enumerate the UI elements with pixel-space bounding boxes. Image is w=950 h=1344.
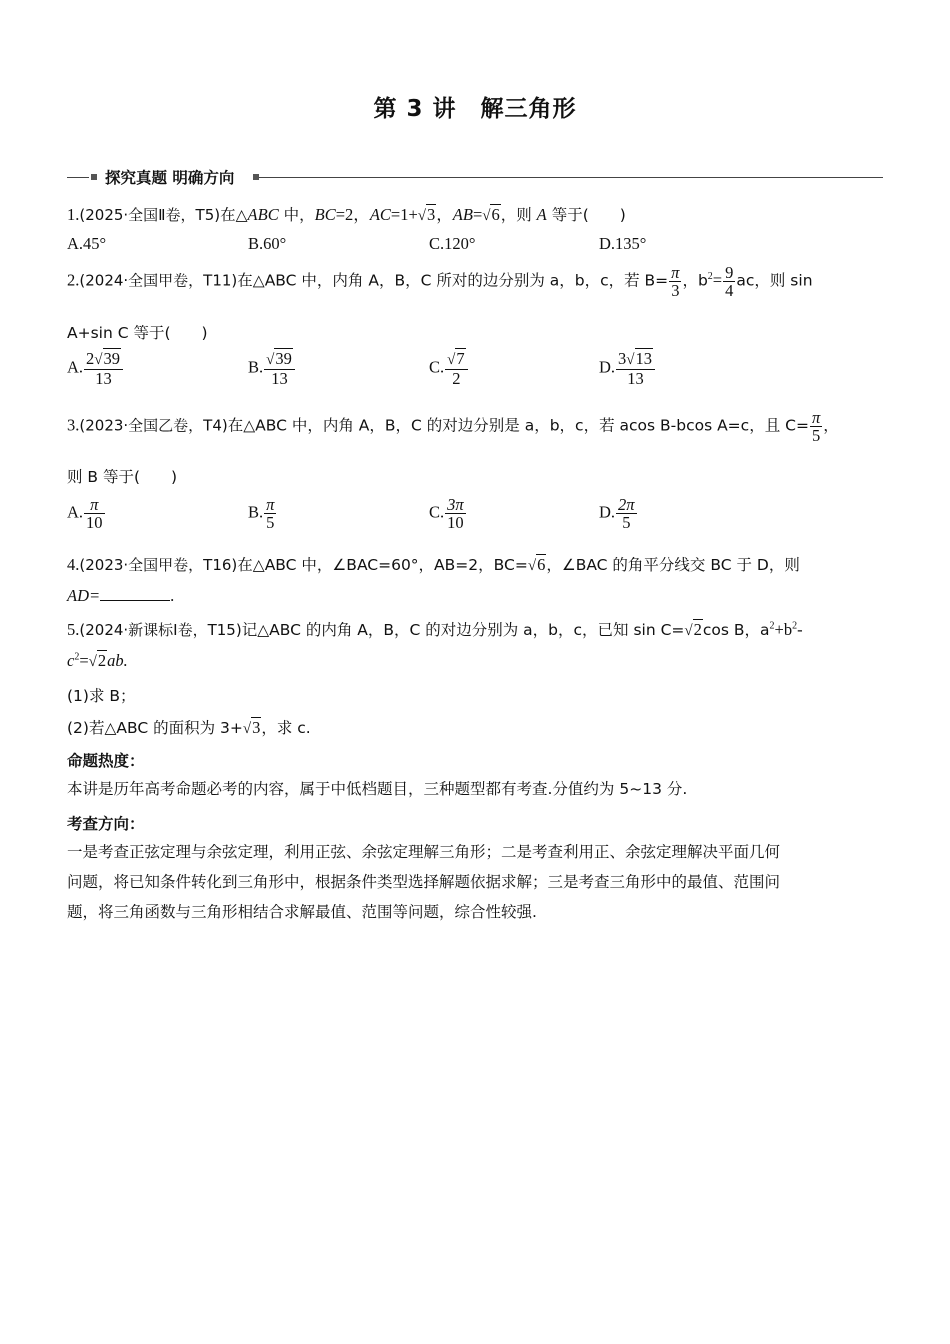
exponent: 2	[74, 651, 80, 663]
question-number: 2.	[67, 270, 80, 290]
radicand: 39	[103, 349, 121, 368]
question-2	[67, 264, 883, 300]
question-text: ab.	[107, 651, 128, 670]
question-number: 1.	[67, 205, 80, 224]
question-5-line-2	[67, 651, 883, 671]
question-text: AC	[369, 205, 391, 224]
coefficient: 2	[86, 349, 95, 368]
direction-line: 问题，将已知条件转化到三角形中，根据条件类型选择解题依据求解；三是考查三角形中的最值、范围问	[67, 873, 781, 891]
question-source: (2024·全国甲卷，T11)	[79, 271, 238, 290]
option-label: C.	[429, 502, 445, 522]
question-text: AD=	[67, 586, 101, 605]
exponent: 2	[707, 271, 713, 283]
question-text: =	[712, 270, 723, 290]
denominator: 10	[86, 513, 103, 533]
radicand: 6	[491, 205, 500, 224]
option-d: D.135°	[599, 234, 647, 253]
question-text: AB	[452, 205, 473, 224]
question-source: (2023·全国乙卷，T4)	[79, 416, 228, 435]
hot-heading: 命题热度：	[67, 752, 145, 770]
question-3	[67, 409, 883, 445]
question-text: =	[472, 205, 483, 224]
radicand: 6	[537, 555, 546, 574]
question-text: ，则	[500, 206, 537, 224]
denominator: 5	[622, 513, 631, 533]
question-5	[67, 618, 883, 640]
question-text: 在△	[220, 206, 248, 224]
question-text: .	[170, 586, 175, 605]
question-number: 3.	[67, 415, 80, 435]
fraction: $\frac{2√39}{13}$	[84, 350, 123, 387]
question-text: ，	[436, 205, 453, 224]
fraction	[445, 496, 466, 532]
exponent: 2	[769, 620, 775, 632]
option-b: B.60°	[248, 234, 287, 253]
question-4-line-2	[67, 586, 883, 606]
question-text: ac，则 sin	[736, 271, 813, 290]
numerator: π	[266, 495, 275, 514]
coefficient: 3	[618, 349, 627, 368]
option-d	[599, 350, 656, 387]
radicand: 2	[97, 651, 107, 670]
option-a	[67, 350, 124, 387]
option-c	[429, 496, 467, 532]
option-d	[599, 496, 638, 532]
fraction: $\frac{3√13}{13}$	[616, 350, 655, 387]
question-source: (2023·全国甲卷，T16)	[79, 556, 238, 574]
question-text: ABC	[247, 205, 279, 224]
denominator: 4	[725, 281, 734, 301]
answer-blank[interactable]	[100, 599, 170, 601]
radical: √3	[417, 205, 436, 224]
option-label: B.	[248, 357, 264, 377]
question-4	[67, 553, 883, 575]
denominator: 13	[271, 368, 288, 388]
fraction	[264, 496, 276, 532]
question-text: 在△ABC 中，∠BAC=60°，AB=2，BC=	[237, 556, 528, 574]
denominator: 5	[811, 426, 821, 446]
denominator: 3	[671, 281, 680, 301]
fraction	[723, 264, 735, 300]
page-title: 第 3 讲 解三角形	[373, 96, 577, 122]
question-text: (2)若△ABC 的面积为 3+	[67, 719, 243, 737]
question-2-line-2: A+sin C 等于( )	[67, 324, 208, 342]
fraction	[669, 264, 681, 300]
question-text: ，∠BAC 的角平分线交 BC 于 D，则	[546, 556, 800, 574]
divider	[67, 177, 89, 178]
question-text: 等于( )	[546, 206, 626, 224]
option-c	[429, 350, 469, 387]
numerator: 3π	[447, 495, 464, 514]
option-label: D.	[599, 357, 616, 377]
question-text: 在△ABC 中，内角 A，B，C 所对的边分别为 a，b，c，若 B=	[237, 271, 669, 290]
question-text: A	[536, 205, 547, 224]
sub-question-1: (1)求 B；	[67, 687, 136, 705]
question-text: =1+	[390, 205, 418, 224]
direction-line: 一是考查正弦定理与余弦定理，利用正弦、余弦定理解三角形；二是考查利用正、余弦定理解决平面几何	[67, 843, 781, 861]
numerator: π	[811, 408, 821, 427]
numerator: π	[84, 496, 105, 514]
option-label: C.	[429, 357, 445, 377]
option-label: B.	[248, 502, 264, 522]
numerator: 2π	[618, 495, 635, 514]
hot-body: 本讲是历年高考命题必考的内容，属于中低档题目，三种题型都有考查.分值约为 5~13 分.	[67, 780, 688, 798]
direction-heading: 考查方向：	[67, 815, 145, 833]
numerator: π	[671, 263, 680, 282]
question-source: (2025·全国Ⅱ卷，T5)	[79, 206, 221, 224]
denominator: 2	[452, 368, 461, 388]
radicand: 13	[635, 349, 653, 368]
option-label: A.	[67, 502, 84, 522]
section-header	[67, 166, 883, 190]
question-text: -	[797, 620, 803, 639]
denominator: 5	[266, 513, 275, 533]
denominator: 10	[447, 513, 464, 533]
radicand: 3	[252, 718, 261, 737]
radicand: 39	[275, 349, 292, 368]
question-text: 中，	[278, 206, 315, 224]
question-text: 记△ABC 的内角 A，B，C 的对边分别为 a，b，c，已知 sin C=	[241, 621, 685, 639]
numerator: 9	[725, 263, 734, 282]
exponent: 2	[792, 620, 798, 632]
option-a: A.45°	[67, 234, 107, 253]
question-text: +b	[774, 620, 793, 639]
question-3-line-2: 则 B 等于( )	[67, 468, 178, 486]
fraction	[810, 409, 822, 445]
fraction: $\frac{√7}{2}$	[445, 350, 467, 387]
question-text: c	[67, 651, 75, 670]
direction-line: 题，将三角函数与三角形相结合求解最值、范围等问题，综合性较强.	[67, 903, 537, 921]
option-label: A.	[67, 357, 84, 377]
question-number: 5.	[67, 620, 80, 639]
section-label: 探究真题 明确方向	[105, 166, 234, 188]
radicand: 7	[456, 349, 465, 368]
sub-question-2	[67, 716, 883, 738]
option-a	[67, 496, 106, 532]
denominator: 13	[95, 368, 112, 388]
question-number: 4.	[67, 555, 80, 574]
radical: √2	[684, 620, 702, 639]
question-text: ，	[823, 416, 839, 435]
radical: √6	[527, 555, 546, 574]
question-text: =	[79, 651, 89, 670]
question-text: BC	[314, 205, 336, 224]
radical: √2	[88, 651, 107, 670]
option-label: D.	[599, 502, 616, 522]
question-1	[67, 201, 883, 225]
question-text: 在△ABC 中，内角 A，B，C 的对边分别是 a，b，c，若 acos B-bcos A=c，且 C=	[227, 416, 809, 435]
square-bullet-icon	[91, 174, 97, 180]
option-b	[248, 350, 296, 387]
fraction	[84, 496, 105, 532]
radical: √3	[242, 718, 261, 737]
question-text: =2，	[335, 205, 370, 224]
option-c: C.120°	[429, 234, 476, 253]
fraction	[616, 496, 637, 532]
question-text: ，求 c.	[261, 719, 311, 737]
divider	[259, 177, 883, 178]
radical: √6	[482, 205, 500, 224]
radicand: 2	[693, 620, 702, 639]
question-source: (2024·新课标Ⅰ卷，T15)	[79, 621, 242, 639]
option-b	[248, 496, 277, 532]
question-text: ，b	[682, 271, 708, 290]
fraction: $\frac{√39}{13}$	[264, 350, 295, 387]
question-text: cos B，a	[702, 621, 770, 639]
denominator: 13	[627, 368, 644, 388]
radicand: 3	[427, 205, 436, 224]
